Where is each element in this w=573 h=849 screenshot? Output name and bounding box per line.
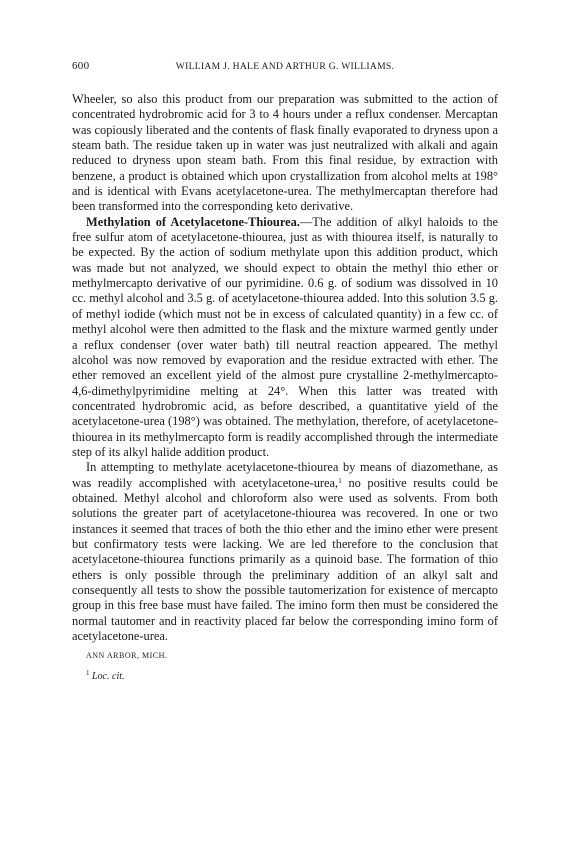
running-header [72,60,498,76]
paragraph-continuation: Wheeler, so also this product from our preparation was submitted to the action of concentrated hydrobromic acid for 3 to 4 hours under a reflux condenser. Mercaptan was copiously liberated and the contents of flask finally evaporated to dryness upon a steam bath. The residue taken up in water was just neutralized with alkali and again reduced to dryness upon steam bath. From this final residue, by extraction with benzene, a product is obtained which upon crystallization from alcohol melts at 198° and is identical with Evans acetylacetone-urea. The methylmercaptan therefore had been transformed into the corresponding keto derivative. [72,92,498,214]
section-heading-methylation: Methylation of Acetylacetone-Thiourea. [86,214,300,229]
running-head-authors: WILLIAM J. HALE AND ARTHUR G. WILLIAMS. [175,61,395,72]
paragraph-diazomethane-text-b: no positive results could be obtained. Methyl alcohol and chloroform also were used as solvents. From both solutions the greater part of acetylacetone-thiourea was recovered. In one or two instances it seemed that traces of both the thio ether and the imino ether were present but confirmatory tests were lacking. We are led therefore to the conclusion that acetylacetone-thiourea functions primarily as a quinoid base. The formation of thio ethers is only possible through the preliminary addition of an alkyl salt and consequently all tests to show the possible tautomerization for existence of mercapto group in this free base must have failed. The imino form then must be considered the normal tautomer and in reactivity placed far below the corresponding imino form of acetylacetone-urea. [72,475,499,644]
footnote-text: Loc. cit. [92,670,125,682]
author-address: ANN ARBOR, MICH. [86,651,168,661]
footnote-marker: 1 [86,668,90,677]
article-body [72,92,498,684]
paragraph-diazomethane-text-a: In attempting to methylate acetylacetone-thiourea by means of diazomethane, as was readily accomplished with acetylacetone-urea, [72,460,498,490]
footnote-reference: 1 [338,475,342,485]
paragraph-methylation-text: —The addition of alkyl haloids to the free sulfur atom of acetylacetone-thiourea, just as with thiourea itself, is naturally to be expected. By the action of sodium methylate upon this addition product, which was made but not analyzed, we should expect to obtain the methyl thio ether or methylmercapto derivative of our pyrimidine. 0.6 g. of sodium was dissolved in 10 cc. methyl alcohol and 3.5 g. of acetylacetone-thiourea added. Into this solution 3.5 g. of methyl iodide (which must not be in excess of calculated quantity) in a few cc. of methyl alcohol were then admitted to the flask and the mixture warmed gently under a reflux condenser (over water bath) till neutral reaction appeared. The methyl alcohol was now removed by evaporation and the residue extracted with ether. The ether removed an excellent yield of the almost pure crystalline 2-methylmercapto-4,6-dimethylpyrimidine melting at 24°. When this latter was treated with concentrated hydrobromic acid, as before described, a quantitative yield of the acetylacetone-urea (198°) was obtained. The methylation, therefore, of acetylacetone-thiourea in its methylmercapto form is readily accomplished through the intermediate step of its alkyl halide addition product. [72,214,499,459]
page-number: 600 [72,60,90,72]
footnote [86,669,498,684]
paragraph-methylation [72,215,498,461]
paragraph-diazomethane [72,460,498,644]
